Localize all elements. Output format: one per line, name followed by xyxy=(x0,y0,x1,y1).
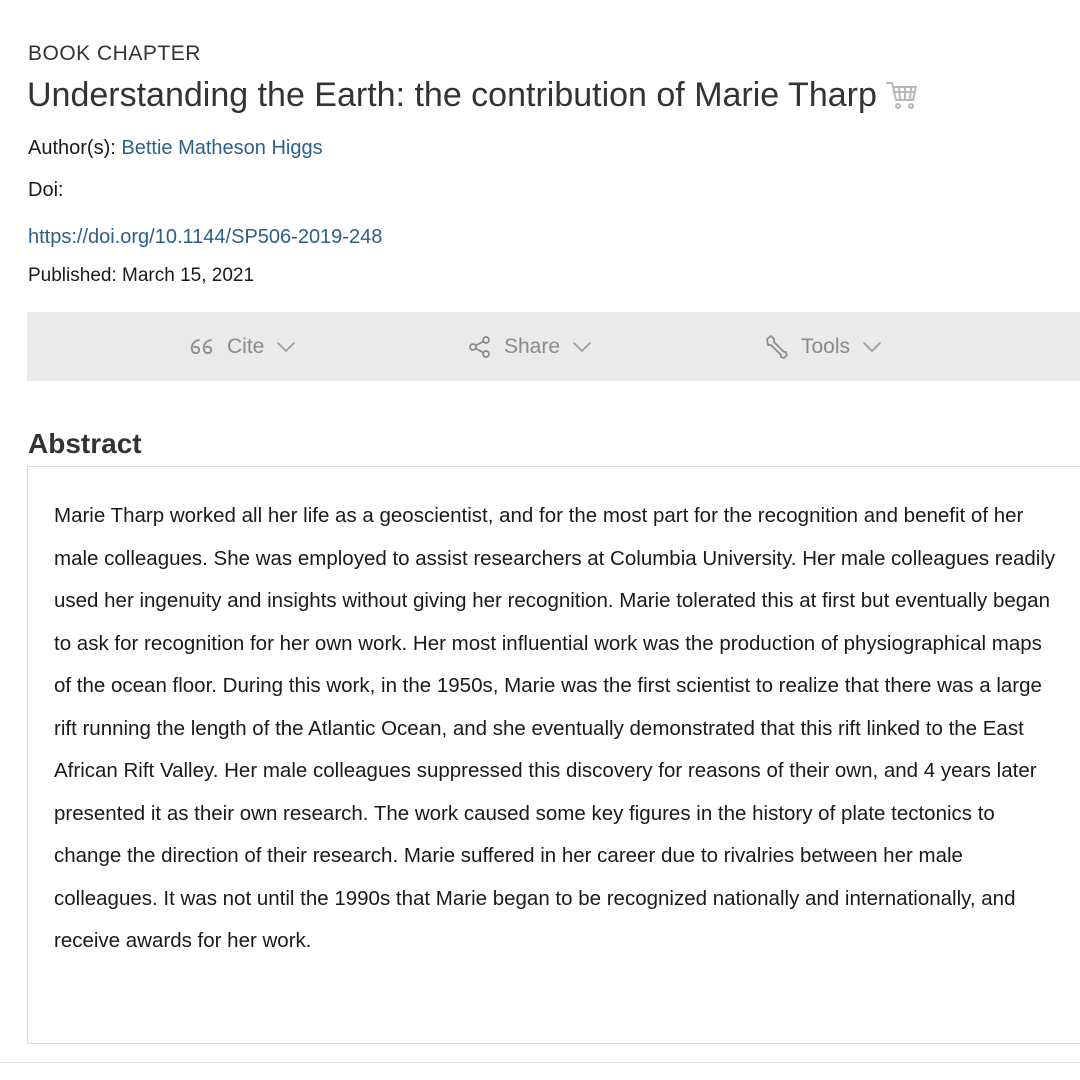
cite-button[interactable] xyxy=(189,312,296,381)
abstract-text: Marie Tharp worked all her life as a geoscientist, and for the most part for the recognition and benefit of her male colleagues. She was employed to assist researchers at Columbia University. Her male colleagues readily used her ingenuity and insights without giving her recognition. Marie tolerated this at first but eventually began to ask for recognition for her own work. Her most influential work was the production of physiographical maps of the ocean floor. During this work, in the 1950s, Marie was the first scientist to realize that there was a large rift running the length of the Atlantic Ocean, and she eventually demonstrated that this rift linked to the East African Rift Valley. Her male colleagues suppressed this discovery for reasons of their own, and 4 years later presented it as their own research. The work caused some key figures in the history of plate tectonics to change the direction of their research. Marie suffered in her career due to rivalries between her male colleagues. It was not until the 1990s that Marie began to be recognized nationally and internationally, and receive awards for her work. xyxy=(54,504,1056,952)
tools-button[interactable] xyxy=(763,312,882,381)
quote-icon xyxy=(189,337,215,357)
shopping-cart-icon[interactable] xyxy=(885,79,919,111)
share-icon xyxy=(468,335,492,359)
cite-label: Cite xyxy=(227,334,265,358)
published-label: Published: xyxy=(28,265,117,286)
chevron-down-icon xyxy=(862,341,882,353)
doi-link[interactable]: https://doi.org/10.1144/SP506-2019-248 xyxy=(28,226,383,248)
bottom-divider xyxy=(0,1062,1080,1063)
abstract-box xyxy=(27,466,1080,1044)
author-link[interactable]: Bettie Matheson Higgs xyxy=(121,137,323,159)
tools-label: Tools xyxy=(801,334,851,358)
article-title: Understanding the Earth: the contribution of Marie Tharp xyxy=(27,76,877,114)
authors-label: Author(s): xyxy=(28,137,116,159)
author-line xyxy=(28,137,323,160)
published-line xyxy=(28,265,254,287)
doi-line xyxy=(28,226,382,249)
doi-label: Doi: xyxy=(28,179,64,201)
title-row xyxy=(27,72,919,118)
content-type-label: BOOK CHAPTER xyxy=(28,42,201,65)
share-label: Share xyxy=(504,334,561,358)
chevron-down-icon xyxy=(572,341,592,353)
abstract-heading: Abstract xyxy=(28,428,142,459)
wrench-icon xyxy=(763,334,789,360)
article-toolbar xyxy=(27,312,1080,381)
published-date: March 15, 2021 xyxy=(122,265,255,286)
chevron-down-icon xyxy=(276,341,296,353)
share-button[interactable] xyxy=(468,312,592,381)
